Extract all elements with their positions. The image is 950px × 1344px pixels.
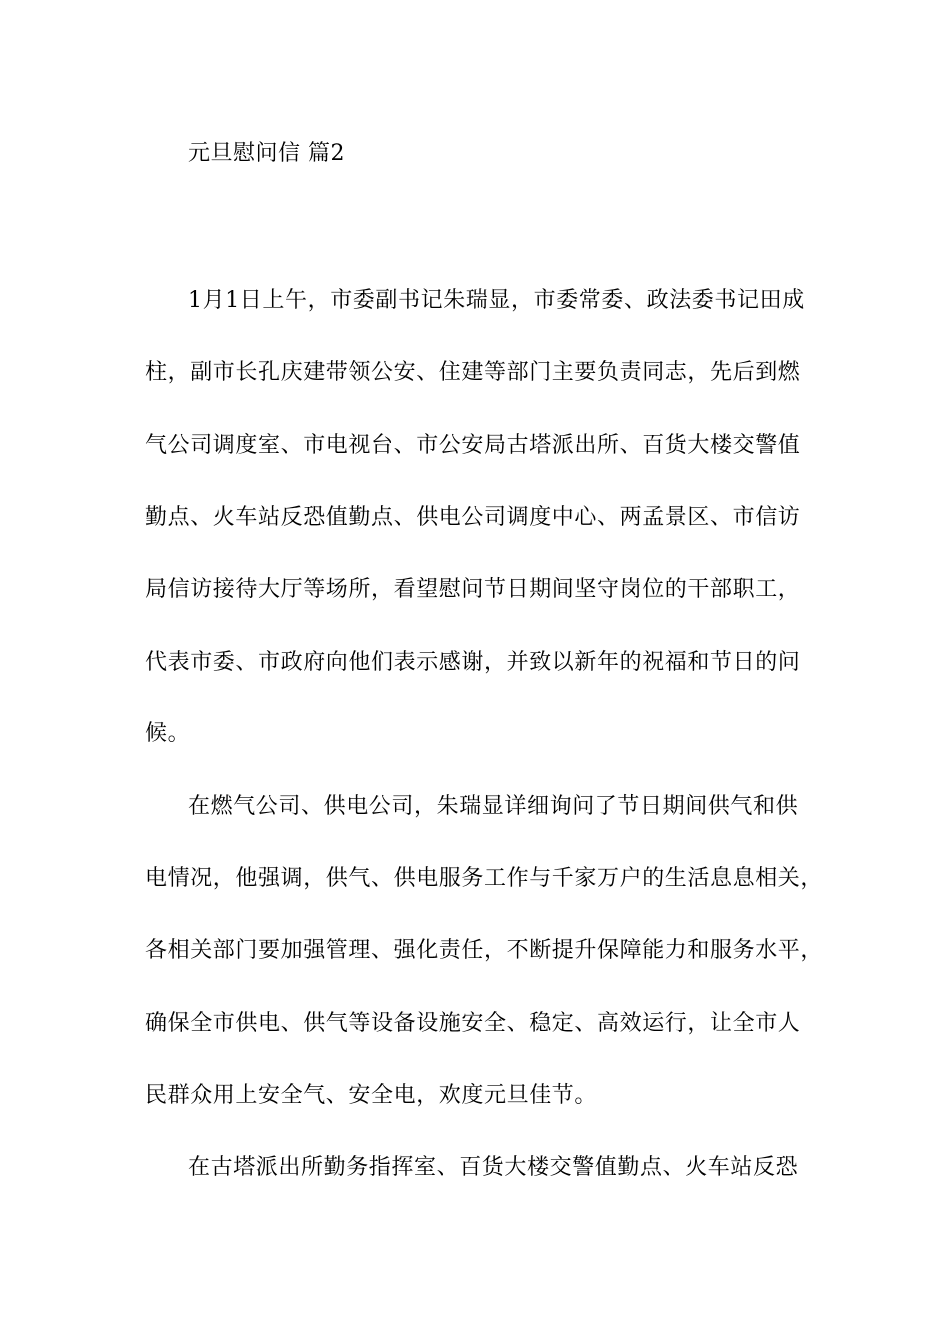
paragraph-1-line-7: 候。 [145,721,191,746]
paragraph-1-line-1: 1月1日上午，市委副书记朱瑞显，市委常委、政法委书记田成 [188,288,805,313]
document-title: 元旦慰问信 篇2 [188,141,345,166]
paragraph-2-line-2: 电情况，他强调，供气、供电服务工作与千家万户的生活息息相关， [145,866,824,891]
paragraph-1-line-3: 气公司调度室、市电视台、市公安局古塔派出所、百货大楼交警值 [145,433,801,458]
paragraph-1-line-2: 柱，副市长孔庆建带领公安、住建等部门主要负责同志，先后到燃 [145,360,801,385]
paragraph-2-line-4: 确保全市供电、供气等设备设施安全、稳定、高效运行，让全市人 [145,1011,801,1036]
paragraph-2-line-5: 民群众用上安全气、安全电，欢度元旦佳节。 [145,1083,598,1108]
paragraph-1-line-5: 局信访接待大厅等场所，看望慰问节日期间坚守岗位的干部职工， [145,577,801,602]
paragraph-1-line-6: 代表市委、市政府向他们表示感谢，并致以新年的祝福和节日的问 [145,650,801,675]
paragraph-1-line-4: 勤点、火车站反恐值勤点、供电公司调度中心、两孟景区、市信访 [145,505,801,530]
paragraph-2-line-3: 各相关部门要加强管理、强化责任，不断提升保障能力和服务水平， [145,938,824,963]
paragraph-3-line-1: 在古塔派出所勤务指挥室、百货大楼交警值勤点、火车站反恐 [188,1155,799,1180]
paragraph-2-line-1: 在燃气公司、供电公司，朱瑞显详细询问了节日期间供气和供 [188,794,799,819]
